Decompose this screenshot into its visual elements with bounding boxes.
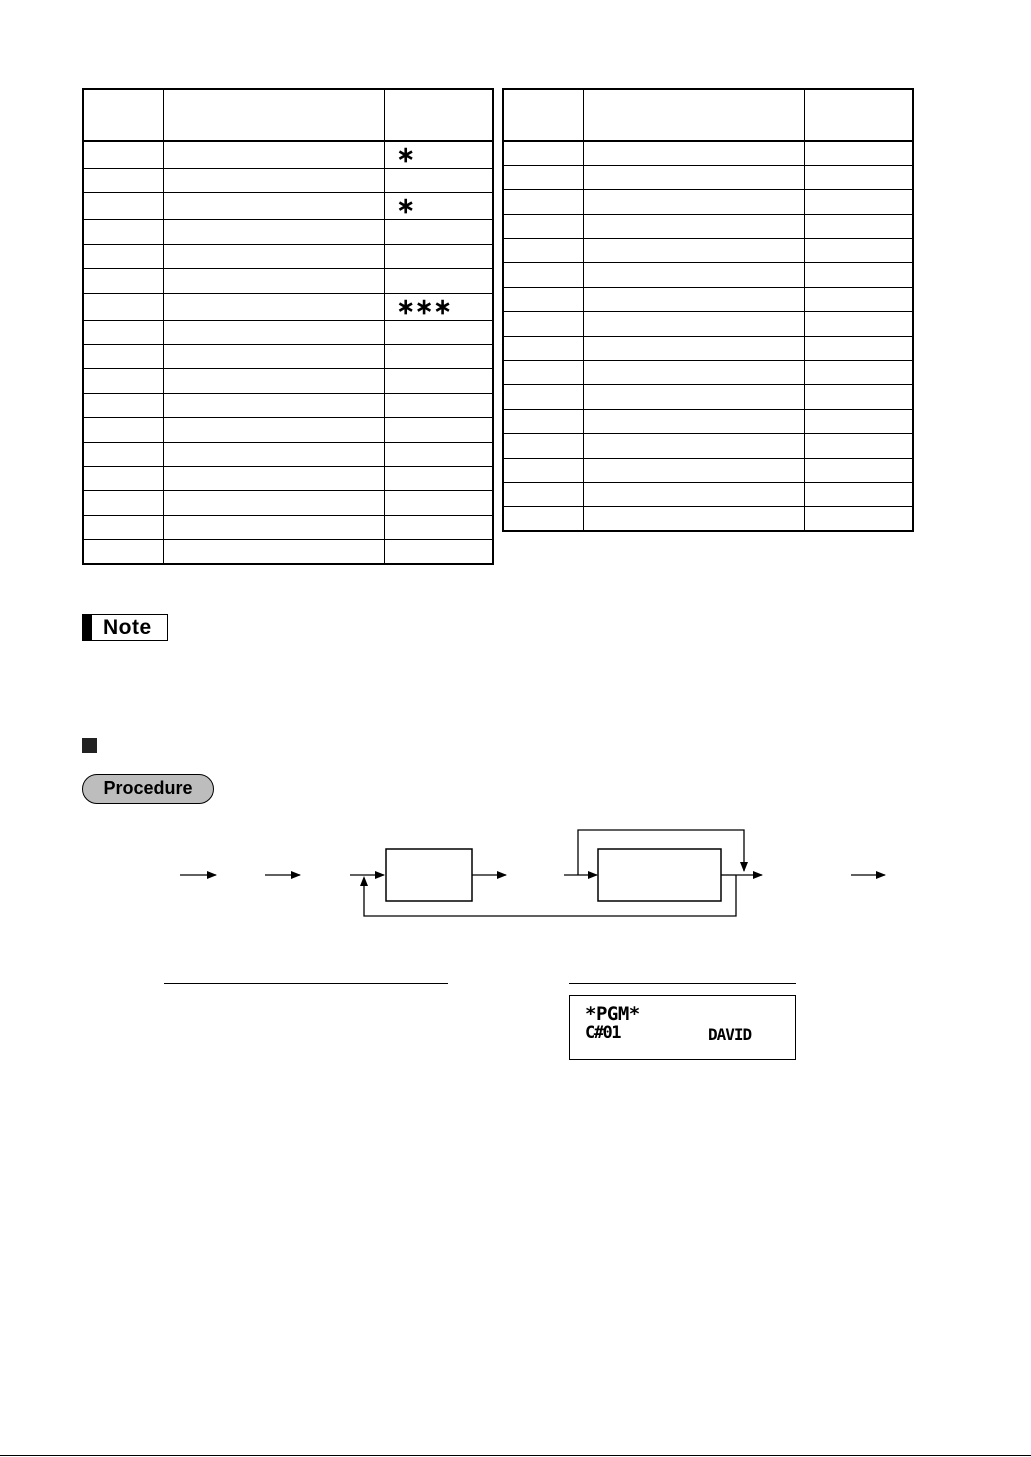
table-cell	[83, 344, 163, 368]
table-cell	[83, 540, 163, 564]
table-cell	[804, 361, 913, 385]
table-cell	[804, 214, 913, 238]
table-cell	[804, 263, 913, 287]
procedure-flow-diagram	[150, 820, 910, 930]
table-cell	[804, 165, 913, 189]
table-row	[503, 385, 913, 409]
table-cell	[804, 141, 913, 165]
table-cell	[163, 269, 384, 293]
table-cell	[583, 385, 804, 409]
flow-box-2	[598, 849, 721, 901]
table-cell	[583, 239, 804, 263]
table-cell	[804, 482, 913, 506]
table-row	[503, 336, 913, 360]
table-cell	[583, 165, 804, 189]
table-cell	[163, 193, 384, 220]
table-cell	[583, 141, 804, 165]
table-cell	[83, 244, 163, 268]
table-row	[83, 269, 493, 293]
table-cell	[503, 482, 583, 506]
table-row	[83, 344, 493, 368]
display-mode-text: *PGM*	[585, 1003, 640, 1025]
table-cell	[583, 434, 804, 458]
table-row	[503, 409, 913, 433]
table-cell	[163, 540, 384, 564]
table-cell	[583, 263, 804, 287]
table-row	[503, 239, 913, 263]
table-row	[83, 320, 493, 344]
table-cell	[503, 141, 583, 165]
table-cell	[503, 287, 583, 311]
display-heading-rule	[569, 983, 796, 984]
table-row	[503, 507, 913, 531]
mark-cell	[384, 515, 493, 539]
table-cell	[503, 263, 583, 287]
table-cell	[583, 458, 804, 482]
table-cell	[163, 320, 384, 344]
table-cell	[503, 361, 583, 385]
mark-cell	[384, 220, 493, 244]
table-cell	[83, 491, 163, 515]
mark-cell	[384, 244, 493, 268]
table-cell	[583, 190, 804, 214]
table-row	[503, 312, 913, 336]
table-cell	[83, 141, 163, 169]
table-cell	[163, 293, 384, 320]
table-cell	[503, 312, 583, 336]
table-row	[83, 141, 493, 169]
table-cell	[804, 336, 913, 360]
table-cell	[163, 244, 384, 268]
mark-cell	[384, 442, 493, 466]
table-cell	[163, 344, 384, 368]
table-row	[503, 434, 913, 458]
table-cell	[804, 434, 913, 458]
table-cell	[163, 442, 384, 466]
right-code-table	[502, 88, 914, 532]
note-label: Note	[103, 616, 152, 639]
flow-box-1	[386, 849, 472, 901]
mark-cell	[384, 418, 493, 442]
table-row	[83, 466, 493, 490]
table-row	[503, 190, 913, 214]
table-header-row	[83, 89, 493, 141]
header-cell	[163, 89, 384, 141]
header-cell	[83, 89, 163, 141]
table-row	[503, 458, 913, 482]
table-cell	[804, 287, 913, 311]
left-code-table	[82, 88, 494, 565]
table-cell	[583, 482, 804, 506]
mark-cell	[384, 540, 493, 564]
table-row	[83, 393, 493, 417]
table-row	[83, 220, 493, 244]
table-cell	[83, 169, 163, 193]
table-cell	[503, 214, 583, 238]
table-row	[83, 169, 493, 193]
table-cell	[503, 409, 583, 433]
table-cell	[163, 418, 384, 442]
mark-cell	[384, 369, 493, 393]
header-cell	[384, 89, 493, 141]
table-row	[83, 418, 493, 442]
header-cell	[503, 89, 583, 141]
mark-cell	[384, 393, 493, 417]
table-row	[83, 491, 493, 515]
note-badge	[82, 614, 168, 641]
display-clerk-name: DAVID	[708, 1025, 752, 1044]
table-cell	[163, 220, 384, 244]
table-row	[503, 214, 913, 238]
table-cell	[163, 515, 384, 539]
table-cell	[503, 507, 583, 531]
table-cell	[83, 369, 163, 393]
table-cell	[583, 507, 804, 531]
skip-loop-line	[578, 830, 744, 875]
table-cell	[583, 361, 804, 385]
table-row	[83, 193, 493, 220]
table-cell	[583, 336, 804, 360]
table-cell	[83, 515, 163, 539]
table-cell	[503, 165, 583, 189]
table-cell	[804, 312, 913, 336]
table-cell	[163, 466, 384, 490]
table-row	[83, 442, 493, 466]
table-cell	[583, 312, 804, 336]
print-heading-rule	[164, 983, 448, 984]
table-cell	[163, 393, 384, 417]
table-cell	[83, 220, 163, 244]
table-cell	[83, 442, 163, 466]
table-cell	[503, 385, 583, 409]
table-row	[83, 293, 493, 320]
mark-cell: ∗∗∗	[384, 293, 493, 320]
table-row	[503, 361, 913, 385]
table-cell	[503, 336, 583, 360]
header-cell	[804, 89, 913, 141]
table-row	[503, 141, 913, 165]
table-cell	[83, 193, 163, 220]
mark-cell	[384, 269, 493, 293]
table-cell	[804, 239, 913, 263]
table-cell	[83, 466, 163, 490]
table-cell	[804, 458, 913, 482]
table-cell	[583, 214, 804, 238]
table-cell	[583, 409, 804, 433]
table-header-row	[503, 89, 913, 141]
table-row	[503, 263, 913, 287]
table-cell	[163, 169, 384, 193]
table-row	[503, 482, 913, 506]
mark-cell	[384, 320, 493, 344]
table-cell	[503, 458, 583, 482]
mark-cell: ∗	[384, 141, 493, 169]
mark-cell	[384, 344, 493, 368]
table-row	[83, 540, 493, 564]
mark-cell	[384, 169, 493, 193]
page-bottom-rule	[0, 1455, 1031, 1456]
table-cell	[83, 418, 163, 442]
note-bar-icon	[83, 615, 92, 640]
skip-loop-arrowhead	[740, 862, 748, 872]
table-row	[83, 369, 493, 393]
mark-cell: ∗	[384, 193, 493, 220]
table-cell	[163, 491, 384, 515]
table-row	[83, 515, 493, 539]
table-cell	[503, 434, 583, 458]
mark-cell	[384, 466, 493, 490]
table-cell	[804, 190, 913, 214]
table-row	[83, 244, 493, 268]
table-cell	[163, 141, 384, 169]
table-cell	[804, 507, 913, 531]
table-cell	[83, 320, 163, 344]
procedure-badge: Procedure	[82, 774, 214, 804]
table-cell	[163, 369, 384, 393]
mark-cell	[384, 491, 493, 515]
table-cell	[83, 293, 163, 320]
pos-display	[569, 995, 796, 1060]
table-cell	[583, 287, 804, 311]
section-square-icon	[82, 738, 97, 753]
repeat-loop-line	[364, 875, 736, 916]
table-cell	[83, 269, 163, 293]
header-cell	[583, 89, 804, 141]
table-cell	[503, 239, 583, 263]
table-cell	[804, 385, 913, 409]
table-row	[503, 287, 913, 311]
table-row	[503, 165, 913, 189]
table-cell	[804, 409, 913, 433]
table-cell	[83, 393, 163, 417]
table-cell	[503, 190, 583, 214]
repeat-loop-arrowhead	[360, 876, 368, 886]
display-clerk-code: C#01	[585, 1023, 620, 1043]
